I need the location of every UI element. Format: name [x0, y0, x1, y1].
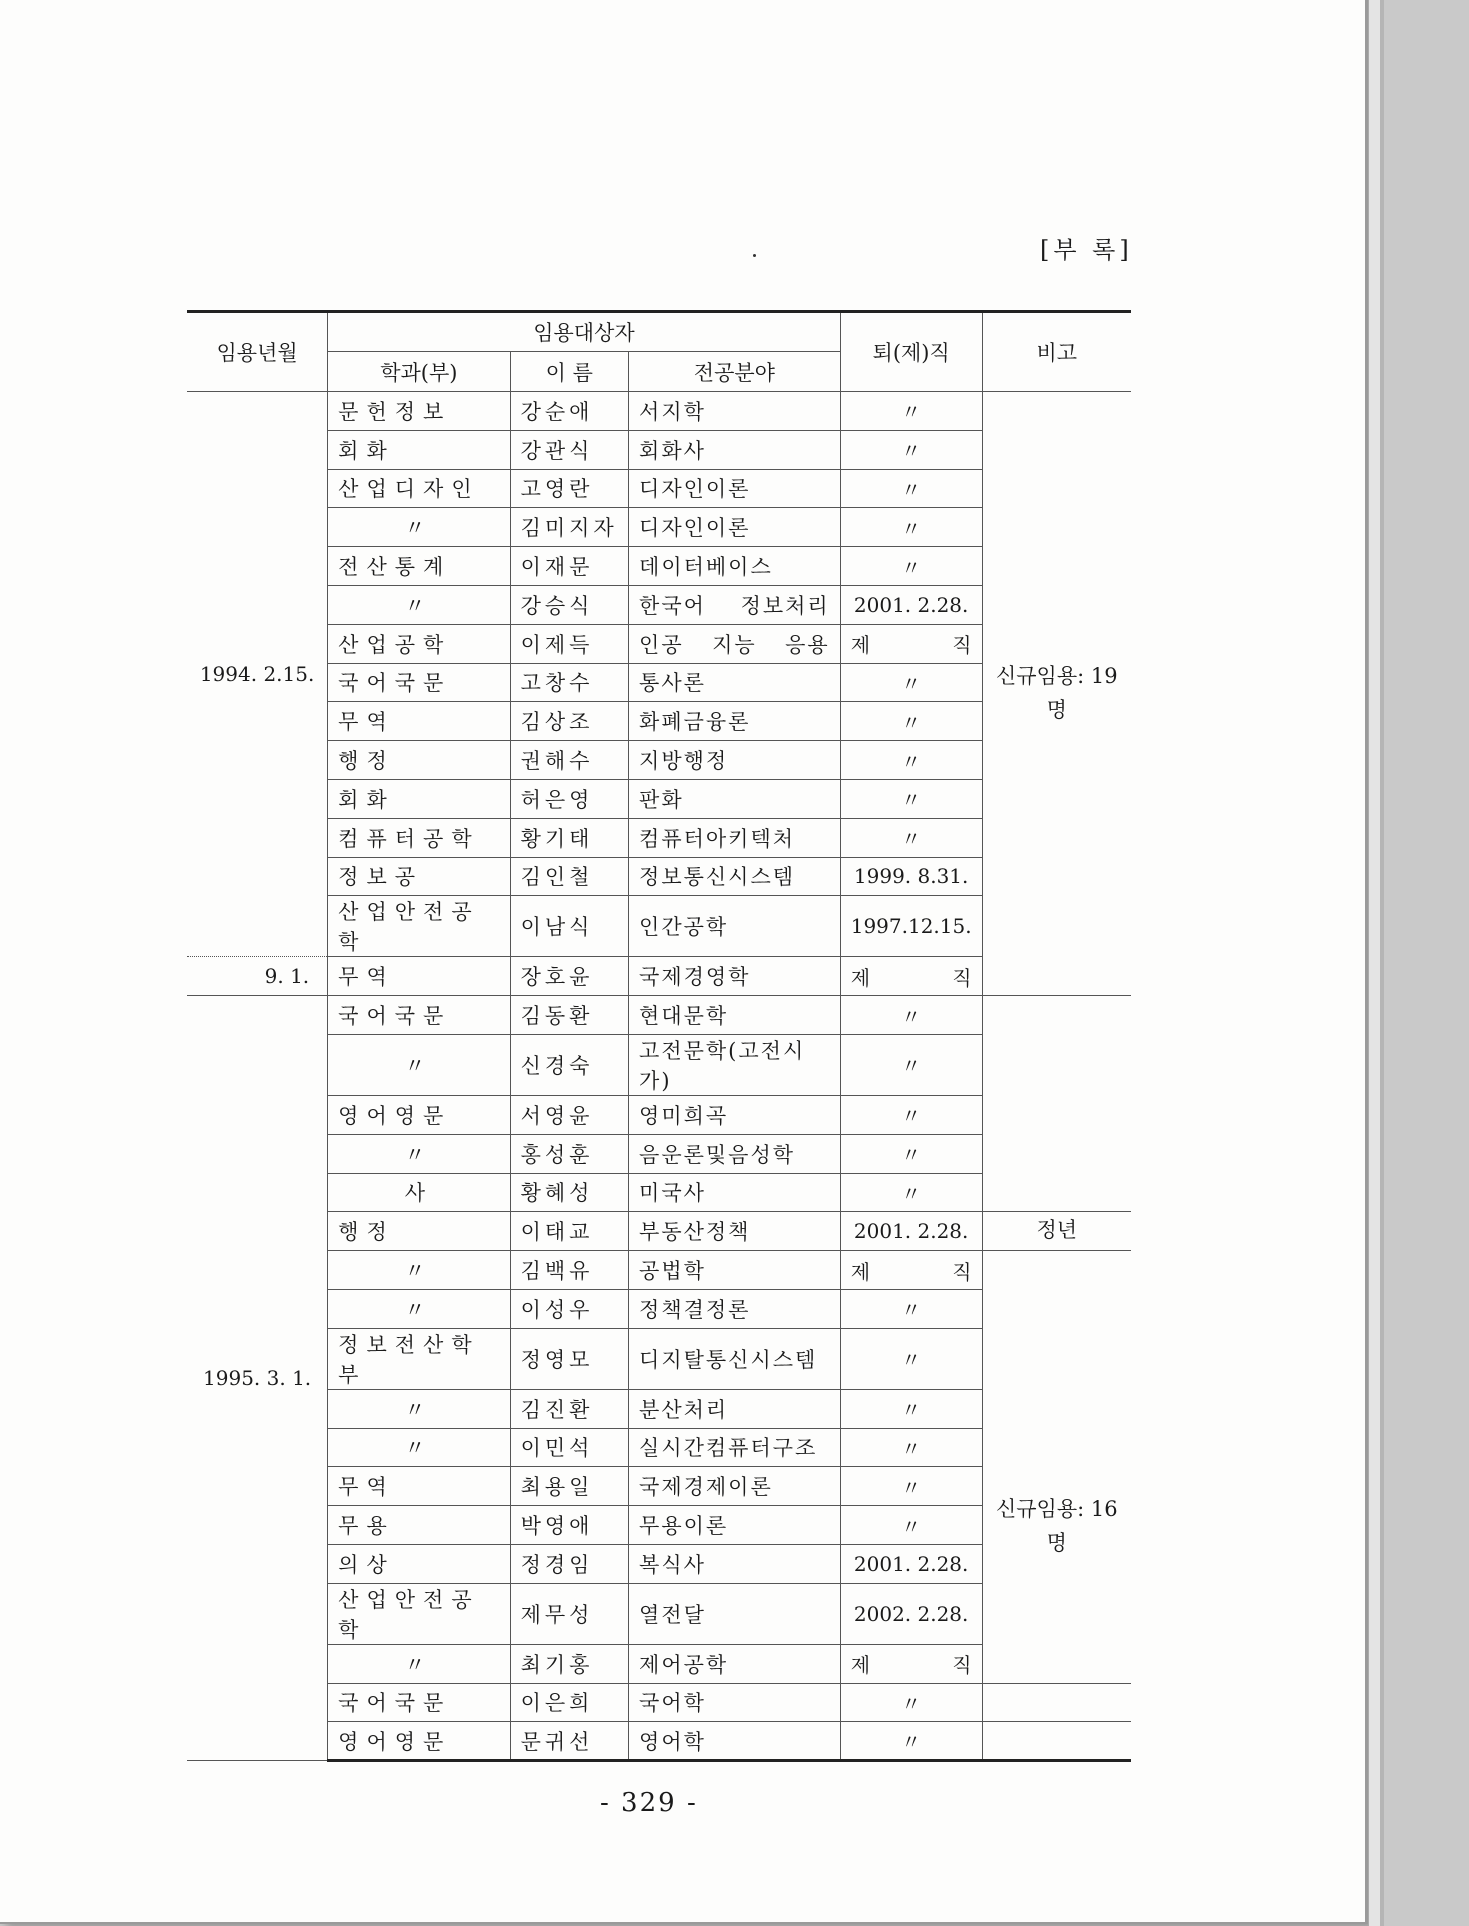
- cell-dept: 〃: [328, 1428, 510, 1467]
- appointment-table: [187, 310, 1131, 1762]
- header-date: 임용년월: [187, 312, 328, 392]
- cell-dept: 무역: [328, 957, 510, 996]
- cell-field: 인간공학: [629, 896, 841, 957]
- cell-field: 열전달: [629, 1583, 841, 1644]
- table-row: [187, 1251, 1131, 1290]
- cell-field: 음운론및음성학: [629, 1134, 841, 1173]
- cell-name: 정경임: [510, 1544, 628, 1583]
- cell-status: 〃: [840, 1428, 982, 1467]
- cell-name: 제무성: [510, 1583, 628, 1644]
- table-row: [187, 1683, 1131, 1722]
- scan-dot: [753, 254, 756, 257]
- cell-field: 국어학: [629, 1683, 841, 1722]
- cell-name: 권해수: [510, 741, 628, 780]
- note-cell: 신규임용: 19명: [982, 392, 1131, 996]
- page-number: - 329 -: [600, 1788, 698, 1818]
- cell-name: 고영란: [510, 469, 628, 508]
- header-dept: 학과(부): [328, 352, 510, 392]
- cell-status: 제 직: [840, 957, 982, 996]
- cell-status: 〃: [840, 996, 982, 1035]
- cell-dept: 〃: [328, 585, 510, 624]
- cell-name: 이태교: [510, 1212, 628, 1251]
- cell-name: 강관식: [510, 430, 628, 469]
- cell-name: 김동환: [510, 996, 628, 1035]
- cell-field: 판화: [629, 779, 841, 818]
- cell-status: 〃: [840, 818, 982, 857]
- cell-field: 복식사: [629, 1544, 841, 1583]
- cell-name: 이남식: [510, 896, 628, 957]
- cell-name: 문귀선: [510, 1722, 628, 1761]
- cell-dept: 국어국문: [328, 996, 510, 1035]
- cell-status: 〃: [840, 1389, 982, 1428]
- note-cell: [982, 1683, 1131, 1722]
- cell-status: 〃: [840, 741, 982, 780]
- cell-dept: 무역: [328, 702, 510, 741]
- cell-status: 〃: [840, 1173, 982, 1212]
- cell-field: 화폐금융론: [629, 702, 841, 741]
- cell-field: 영미희곡: [629, 1095, 841, 1134]
- cell-field: 현대문학: [629, 996, 841, 1035]
- cell-field: 정보통신시스템: [629, 857, 841, 896]
- cell-name: 강승식: [510, 585, 628, 624]
- cell-name: 신경숙: [510, 1034, 628, 1095]
- cell-field: 무용이론: [629, 1506, 841, 1545]
- cell-dept: 국어국문: [328, 663, 510, 702]
- cell-status: 제 직: [840, 624, 982, 663]
- cell-status: 〃: [840, 430, 982, 469]
- table-row: [187, 392, 1131, 431]
- cell-name: 박영애: [510, 1506, 628, 1545]
- cell-field: 실시간컴퓨터구조: [629, 1428, 841, 1467]
- cell-name: 이성우: [510, 1289, 628, 1328]
- cell-field: 인공 지능 응용: [629, 624, 841, 663]
- cell-name: 이은희: [510, 1683, 628, 1722]
- appendix-label: [부 록]: [1040, 236, 1133, 264]
- cell-name: 김미지자: [510, 508, 628, 547]
- cell-status: 〃: [840, 779, 982, 818]
- cell-status: 1997.12.15.: [840, 896, 982, 957]
- cell-field: 정책결정론: [629, 1289, 841, 1328]
- note-cell: 정년: [982, 1212, 1131, 1251]
- appointment-date: 1994. 2.15.: [187, 392, 328, 957]
- cell-status: 2002. 2.28.: [840, 1583, 982, 1644]
- cell-field: 분산처리: [629, 1389, 841, 1428]
- cell-dept: 무용: [328, 1506, 510, 1545]
- cell-status: 〃: [840, 1034, 982, 1095]
- cell-status: 〃: [840, 1506, 982, 1545]
- cell-field: 영어학: [629, 1722, 841, 1761]
- cell-status: 〃: [840, 508, 982, 547]
- cell-status: 2001. 2.28.: [840, 585, 982, 624]
- cell-dept: 산업공학: [328, 624, 510, 663]
- cell-name: 고창수: [510, 663, 628, 702]
- cell-dept: 산업디자인: [328, 469, 510, 508]
- appointment-date: 9. 1.: [187, 957, 328, 996]
- cell-name: 강순애: [510, 392, 628, 431]
- cell-dept: 회화: [328, 779, 510, 818]
- cell-field: 지방행정: [629, 741, 841, 780]
- cell-field: 미국사: [629, 1173, 841, 1212]
- cell-field: 회화사: [629, 430, 841, 469]
- cell-status: 〃: [840, 392, 982, 431]
- cell-dept: 회화: [328, 430, 510, 469]
- cell-dept: 영어영문: [328, 1722, 510, 1761]
- cell-dept: 전산통계: [328, 547, 510, 586]
- cell-field: 국제경영학: [629, 957, 841, 996]
- cell-dept: 〃: [328, 1251, 510, 1290]
- note-cell: 신규임용: 16명: [982, 1251, 1131, 1683]
- cell-dept: 컴퓨터공학: [328, 818, 510, 857]
- cell-dept: 산업안전공학: [328, 1583, 510, 1644]
- cell-name: 황기태: [510, 818, 628, 857]
- cell-status: 〃: [840, 1722, 982, 1761]
- header-name: 이 름: [510, 352, 628, 392]
- cell-name: 이제득: [510, 624, 628, 663]
- cell-field: 디지탈통신시스템: [629, 1328, 841, 1389]
- cell-dept: 의상: [328, 1544, 510, 1583]
- header-group: 임용대상자: [328, 312, 841, 352]
- cell-status: 〃: [840, 469, 982, 508]
- cell-name: 김인철: [510, 857, 628, 896]
- cell-name: 서영윤: [510, 1095, 628, 1134]
- cell-field: 데이터베이스: [629, 547, 841, 586]
- cell-name: 황혜성: [510, 1173, 628, 1212]
- table-row: [187, 1722, 1131, 1761]
- cell-name: 최기홍: [510, 1644, 628, 1683]
- cell-name: 허은영: [510, 779, 628, 818]
- cell-field: 디자인이론: [629, 469, 841, 508]
- cell-status: 〃: [840, 547, 982, 586]
- header-field: 전공분야: [629, 352, 841, 392]
- cell-name: 김백유: [510, 1251, 628, 1290]
- cell-name: 이재문: [510, 547, 628, 586]
- cell-name: 장호윤: [510, 957, 628, 996]
- cell-name: 정영모: [510, 1328, 628, 1389]
- cell-field: 공법학: [629, 1251, 841, 1290]
- table-row: [187, 996, 1131, 1035]
- cell-name: 홍성훈: [510, 1134, 628, 1173]
- cell-dept: 사: [328, 1173, 510, 1212]
- cell-field: 서지학: [629, 392, 841, 431]
- cell-dept: 〃: [328, 508, 510, 547]
- cell-status: 〃: [840, 663, 982, 702]
- cell-dept: 〃: [328, 1134, 510, 1173]
- cell-dept: 행정: [328, 741, 510, 780]
- cell-dept: 정보전산학부: [328, 1328, 510, 1389]
- cell-dept: 〃: [328, 1644, 510, 1683]
- cell-name: 김상조: [510, 702, 628, 741]
- cell-status: 〃: [840, 702, 982, 741]
- cell-field: 제어공학: [629, 1644, 841, 1683]
- cell-field: 디자인이론: [629, 508, 841, 547]
- cell-status: 제 직: [840, 1251, 982, 1290]
- header-note: 비고: [982, 312, 1131, 392]
- cell-status: 제 직: [840, 1644, 982, 1683]
- cell-status: 〃: [840, 1467, 982, 1506]
- appointment-date: 1995. 3. 1.: [187, 996, 328, 1761]
- cell-name: 최용일: [510, 1467, 628, 1506]
- cell-status: 1999. 8.31.: [840, 857, 982, 896]
- note-cell: [982, 996, 1131, 1212]
- cell-name: 김진환: [510, 1389, 628, 1428]
- cell-status: 〃: [840, 1683, 982, 1722]
- table-row: [187, 1212, 1131, 1251]
- cell-dept: 행정: [328, 1212, 510, 1251]
- cell-dept: 〃: [328, 1389, 510, 1428]
- cell-dept: 산업안전공학: [328, 896, 510, 957]
- cell-field: 고전문학(고전시가): [629, 1034, 841, 1095]
- cell-dept: 무역: [328, 1467, 510, 1506]
- cell-dept: 영어영문: [328, 1095, 510, 1134]
- cell-status: 〃: [840, 1289, 982, 1328]
- cell-status: 〃: [840, 1134, 982, 1173]
- cell-dept: 정보공: [328, 857, 510, 896]
- cell-dept: 〃: [328, 1289, 510, 1328]
- page-edge-shadow: [1380, 0, 1384, 1926]
- table-body: [187, 392, 1131, 1761]
- cell-status: 2001. 2.28.: [840, 1212, 982, 1251]
- cell-dept: 국어국문: [328, 1683, 510, 1722]
- header-status: 퇴(제)직: [840, 312, 982, 392]
- cell-field: 한국어 정보처리: [629, 585, 841, 624]
- note-cell: [982, 1722, 1131, 1761]
- cell-dept: 문헌정보: [328, 392, 510, 431]
- cell-status: 〃: [840, 1328, 982, 1389]
- cell-field: 국제경제이론: [629, 1467, 841, 1506]
- cell-name: 이민석: [510, 1428, 628, 1467]
- cell-status: 2001. 2.28.: [840, 1544, 982, 1583]
- cell-field: 컴퓨터아키텍처: [629, 818, 841, 857]
- cell-status: 〃: [840, 1095, 982, 1134]
- cell-dept: 〃: [328, 1034, 510, 1095]
- cell-field: 부동산정책: [629, 1212, 841, 1251]
- cell-field: 통사론: [629, 663, 841, 702]
